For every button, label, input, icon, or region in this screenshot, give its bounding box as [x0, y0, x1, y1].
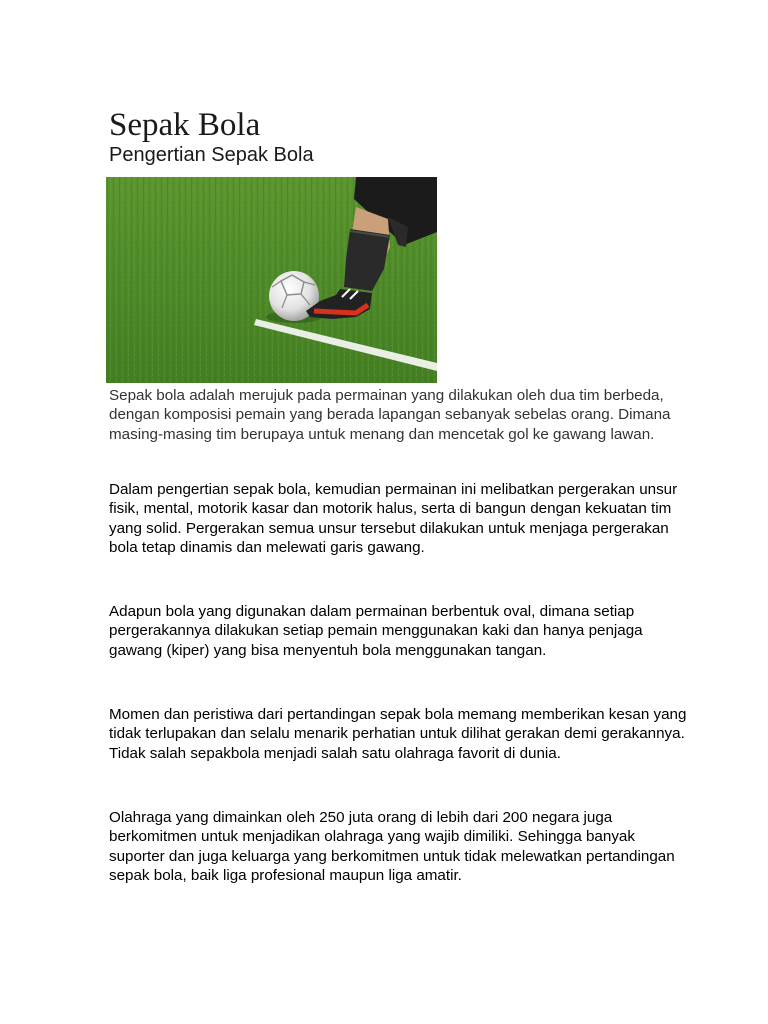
paragraph-intro: Sepak bola adalah merujuk pada permainan yang dilakukan oleh dua tim berbeda, dengan komposisi pemain yang berada lapangan sebanyak sebelas orang. Dimana masing-masing tim berupaya untuk menang dan mencetak gol ke gawang lawan. — [109, 387, 671, 443]
soccer-photo — [106, 177, 437, 383]
paragraph-3: Adapun bola yang digunakan dalam permainan berbentuk oval, dimana setiap pergerakannya dilakukan setiap pemain menggunakan kaki dan hanya penjaga gawang (kiper) yang bisa menyentuh bola menggunakan tangan. — [109, 603, 643, 659]
paragraph-4: Momen dan peristiwa dari pertandingan sepak bola memang memberikan kesan yang tidak terlupakan dan selalu menarik perhatian untuk dilihat gerakan demi gerakannya. Tidak salah sepakbola menjadi salah satu olahraga favorit di dunia. — [109, 706, 687, 762]
paragraph-5: Olahraga yang dimainkan oleh 250 juta orang di lebih dari 200 negara juga berkomitmen untuk menjadikan olahraga yang wajib dimiliki. Sehingga banyak suporter dan juga keluarga yang berkomitmen untuk tidak melewatkan pertandingan sepak bola, baik liga profesional maupun liga amatir. — [109, 809, 675, 884]
document-title: Sepak Bola — [109, 107, 261, 143]
document-subtitle: Pengertian Sepak Bola — [109, 144, 314, 166]
paragraph-2: Dalam pengertian sepak bola, kemudian permainan ini melibatkan pergerakan unsur fisik, mental, motorik kasar dan motorik halus, serta di bangun dengan kekuatan tim yang solid. Pergerakan semua unsur tersebut dilakukan untuk menjaga pergerakan bola tetap dinamis dan melewati garis gawang. — [109, 481, 678, 556]
